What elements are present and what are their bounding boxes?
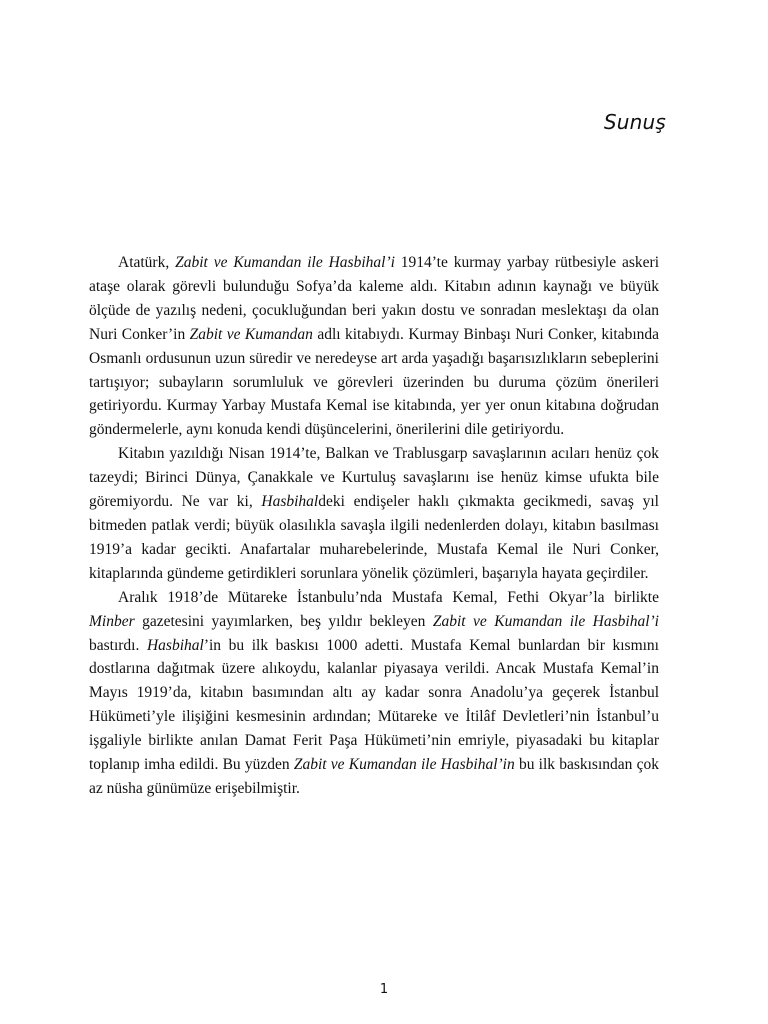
para2-run-2-book-title: Hasbihal: [261, 493, 319, 511]
para3-run-4-book-title: Zabit ve Kumandan ile Hasbihal’i: [432, 612, 659, 630]
paragraph-1: [89, 251, 659, 442]
section-title: Sunuş: [603, 110, 666, 134]
para3-run-7: ’in bu ilk baskısı 1000 adetti. Mustafa Kemal bunlardan bir kısmını dostlarına dağıtmak üzere alıkoydu, kalanlar piyasaya verildi. Ancak Mustafa Kemal’in Mayıs 1919’da, kitabın basımından altı ay kadar sonra Anadolu’ya geçerek İstanbul Hükümeti’yle ilişiğini kesmesinin ardından; Mütareke ve İtilâf Devletleri’nin İstanbul’u işgaliyle birlikte anılan Damat Ferit Paşa Hükümeti’nin emriyle, piyasadaki bu kitaplar toplanıp imha edildi. Bu yüzden: [89, 636, 659, 774]
para2-run-3: deki endişeler haklı çıkmakta gecikmedi, savaş yıl bitmeden patlak verdi; büyük olasılıkla savaşla ilgili nedenlerden dolayı, kitabın basılması 1919’a kadar gecikti. Anafartalar muharebelerinde, Mustafa Kemal ile Nuri Conker, kitaplarında gündeme getirdikleri sorunlara yönelik çözümleri, başarıyla hayata geçirdiler.: [89, 493, 659, 582]
para3-run-3: gazetesini yayımlarken, beş yıldır bekleyen: [134, 612, 433, 630]
para3-run-9: bu ilk baskısından çok az nüsha günümüze erişebilmiştir.: [89, 756, 659, 797]
para3-run-5: bastırdı.: [89, 636, 147, 654]
para1-run-2-book-title: Zabit ve Kumandan ile Hasbihal’i: [175, 254, 395, 271]
para3-run-6-book-title: Hasbihal: [146, 636, 204, 654]
para2-run-1: Kitabın yazıldığı Nisan 1914’te, Balkan ve Trablusgarp savaşlarının acıları henüz çok tazeydi; Birinci Dünya, Çanakkale ve Kurtuluş savaşlarını ise henüz kimse ufukta bile göremiyordu. Ne var ki,: [89, 445, 659, 511]
para1-run-3: 1914’te kurmay yarbay rütbesiyle askeri ataşe olarak görevli bulunduğu Sofya’da kaleme aldı. Kitabın adının kaynağı ve büyük ölçüde de yazılış nedeni, çocukluğundan beri yakın dostu ve sonradan meslektaşı da olan Nuri Conker’in: [89, 254, 659, 343]
paragraph-2: [89, 442, 659, 585]
para3-run-8-book-title: Zabit ve Kumandan ile Hasbihal’in: [293, 756, 515, 774]
para1-run-5: adlı kitabıydı. Kurmay Binbaşı Nuri Conker, kitabında Osmanlı ordusunun uzun süredir ve neredeyse art arda yaşadığı başarısızlıkların sebeplerini tartışıyor; subayların sorumluluk ve görevleri üzerinden bu duruma çözüm önerileri getiriyordu. Kurmay Yarbay Mustafa Kemal ise kitabında, yer yer onun kitabına doğrudan göndermelerle, aynı konuda kendi düşüncelerini, önerilerini dile getiriyordu.: [89, 325, 660, 439]
para3-run-2-newspaper-title: Minber: [89, 612, 135, 630]
para1-run-4-book-title: Zabit ve Kumandan: [189, 325, 313, 343]
para3-run-1: Aralık 1918’de Mütareke İstanbulu’nda Mustafa Kemal, Fethi Okyar’la birlikte: [118, 588, 659, 606]
page-number: 1: [379, 982, 389, 997]
paragraph-3: [89, 586, 659, 801]
body-text: [89, 251, 659, 801]
para1-run-1: Atatürk,: [118, 254, 176, 271]
